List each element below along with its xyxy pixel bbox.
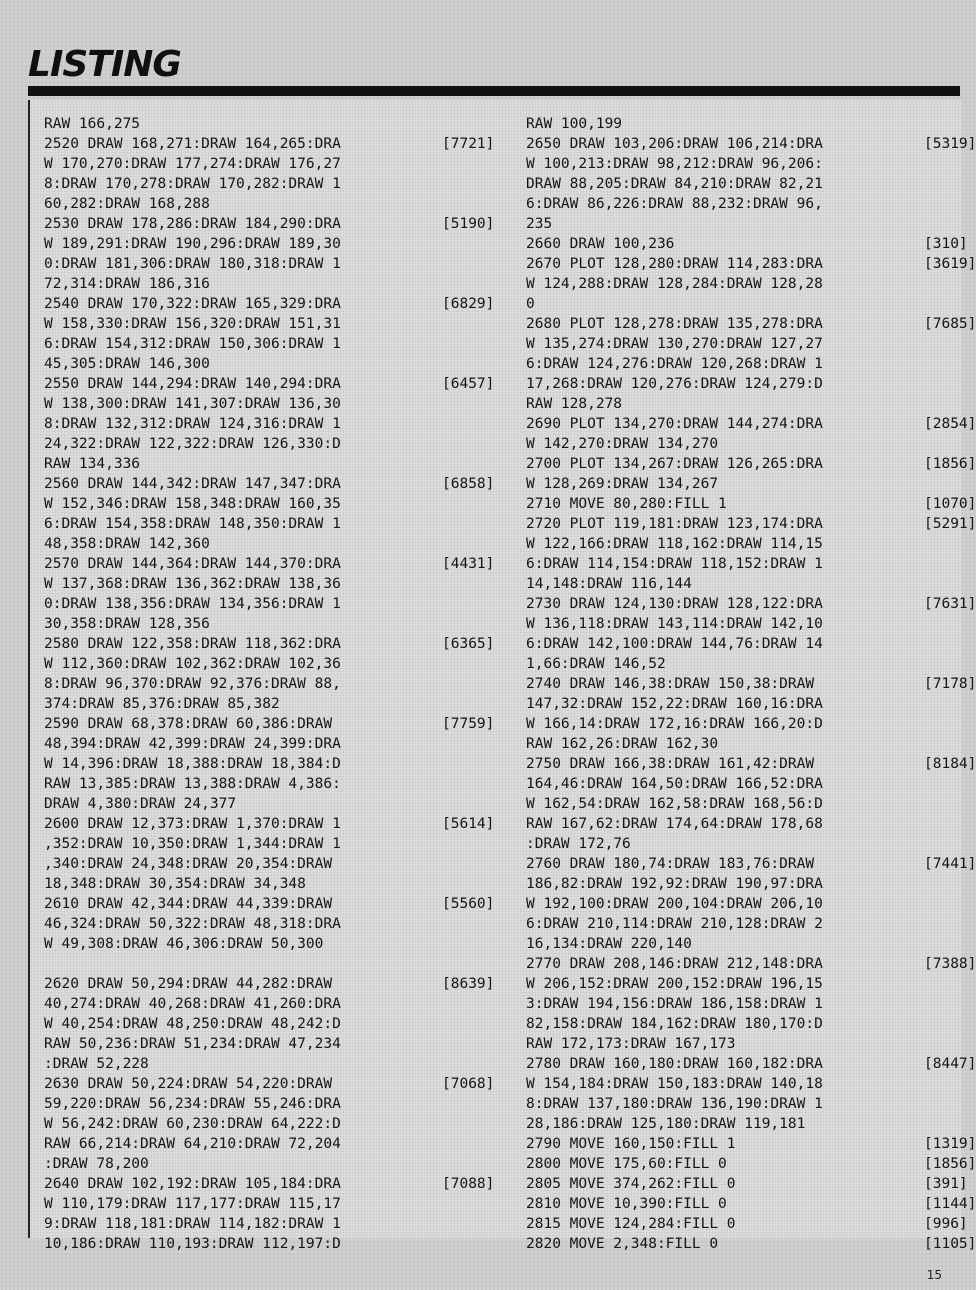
line-checksum: [4431] — [442, 556, 495, 572]
code-text: W 170,270:DRAW 177,274:DRAW 176,27 — [44, 156, 341, 172]
code-text: RAW 134,336 — [44, 456, 141, 472]
code-text: 18,348:DRAW 30,354:DRAW 34,348 — [44, 876, 306, 892]
line-checksum: [5319] — [924, 136, 976, 152]
code-text: 30,358:DRAW 128,356 — [44, 616, 210, 632]
code-line — [44, 474, 495, 494]
code-text: RAW 50,236:DRAW 51,234:DRAW 47,234 — [44, 1036, 341, 1052]
code-text: W 135,274:DRAW 130,270:DRAW 127,27 — [526, 336, 823, 352]
code-text: 6:DRAW 154,312:DRAW 150,306:DRAW 1 — [44, 336, 341, 352]
code-line — [44, 1074, 495, 1094]
code-text: W 49,308:DRAW 46,306:DRAW 50,300 — [44, 936, 324, 952]
code-line — [44, 994, 341, 1014]
code-line — [526, 1034, 823, 1054]
code-text: :DRAW 52,228 — [44, 1056, 149, 1072]
code-text: 8:DRAW 170,278:DRAW 170,282:DRAW 1 — [44, 176, 341, 192]
code-text: 2670 PLOT 128,280:DRAW 114,283:DRA — [526, 256, 823, 272]
code-line — [526, 594, 976, 614]
line-checksum: [1856] — [924, 1156, 976, 1172]
code-line — [526, 754, 976, 774]
code-line — [526, 174, 823, 194]
code-line — [44, 814, 495, 834]
code-line — [526, 574, 823, 594]
code-line — [44, 554, 495, 574]
code-line — [526, 1194, 976, 1214]
code-line — [526, 714, 823, 734]
line-checksum: [2854] — [924, 416, 976, 432]
code-line — [526, 394, 823, 414]
code-line — [526, 414, 976, 434]
code-line — [44, 854, 341, 874]
heading-rule — [28, 86, 960, 96]
code-line — [44, 454, 341, 474]
line-checksum: [7685] — [924, 316, 976, 332]
code-text: 2740 DRAW 146,38:DRAW 150,38:DRAW — [526, 676, 815, 692]
code-text: DRAW 4,380:DRAW 24,377 — [44, 796, 237, 812]
code-line — [44, 574, 341, 594]
code-line — [44, 254, 341, 274]
code-text: 2760 DRAW 180,74:DRAW 183,76:DRAW — [526, 856, 815, 872]
code-line — [44, 154, 341, 174]
code-text: 2680 PLOT 128,278:DRAW 135,278:DRA — [526, 316, 823, 332]
code-text: W 40,254:DRAW 48,250:DRAW 48,242:D — [44, 1016, 341, 1032]
line-checksum: [7068] — [442, 1076, 495, 1092]
code-text: 6:DRAW 154,358:DRAW 148,350:DRAW 1 — [44, 516, 341, 532]
code-text: 40,274:DRAW 40,268:DRAW 41,260:DRA — [44, 996, 341, 1012]
line-checksum: [391] — [924, 1176, 968, 1192]
code-text: 8:DRAW 132,312:DRAW 124,316:DRAW 1 — [44, 416, 341, 432]
code-line — [44, 1034, 341, 1054]
code-line — [526, 434, 823, 454]
code-line — [526, 274, 823, 294]
code-line — [526, 814, 823, 834]
line-checksum: [1070] — [924, 496, 976, 512]
code-line — [526, 294, 823, 314]
code-line — [44, 894, 495, 914]
code-text: 2730 DRAW 124,130:DRAW 128,122:DRA — [526, 596, 823, 612]
code-line — [526, 354, 823, 374]
code-text: 45,305:DRAW 146,300 — [44, 356, 210, 372]
code-text: W 158,330:DRAW 156,320:DRAW 151,31 — [44, 316, 341, 332]
code-line — [526, 214, 823, 234]
code-text: RAW 100,199 — [526, 116, 623, 132]
code-text: RAW 13,385:DRAW 13,388:DRAW 4,386: — [44, 776, 341, 792]
code-line — [526, 994, 823, 1014]
code-line — [44, 1134, 341, 1154]
code-line — [44, 1014, 341, 1034]
code-line — [526, 974, 823, 994]
code-line — [526, 634, 823, 654]
code-text: 28,186:DRAW 125,180:DRAW 119,181 — [526, 1116, 806, 1132]
code-text: W 154,184:DRAW 150,183:DRAW 140,18 — [526, 1076, 823, 1092]
line-checksum: [8184] — [924, 756, 976, 772]
code-line — [526, 1174, 968, 1194]
code-text: 186,82:DRAW 192,92:DRAW 190,97:DRA — [526, 876, 823, 892]
code-line — [526, 1054, 976, 1074]
code-text: 6:DRAW 142,100:DRAW 144,76:DRAW 14 — [526, 636, 823, 652]
code-text: 2690 PLOT 134,270:DRAW 144,274:DRA — [526, 416, 823, 432]
page-heading: LISTING — [28, 44, 181, 85]
code-text: 8:DRAW 96,370:DRAW 92,376:DRAW 88, — [44, 676, 341, 692]
code-text: RAW 172,173:DRAW 167,173 — [526, 1036, 736, 1052]
code-text: 16,134:DRAW 220,140 — [526, 936, 692, 952]
code-text: 6:DRAW 86,226:DRAW 88,232:DRAW 96, — [526, 196, 823, 212]
code-text: RAW 167,62:DRAW 174,64:DRAW 178,68 — [526, 816, 823, 832]
line-checksum: [1319] — [924, 1136, 976, 1152]
code-text: 2650 DRAW 103,206:DRAW 106,214:DRA — [526, 136, 823, 152]
code-line — [526, 794, 823, 814]
code-text: 2660 DRAW 100,236 — [526, 236, 675, 252]
code-line — [44, 274, 341, 294]
code-line — [44, 594, 341, 614]
code-text: 0 — [526, 296, 535, 312]
listing-column-right — [526, 114, 976, 1254]
code-text: 2590 DRAW 68,378:DRAW 60,386:DRAW — [44, 716, 333, 732]
code-text: 24,322:DRAW 122,322:DRAW 126,330:D — [44, 436, 341, 452]
code-text: W 138,300:DRAW 141,307:DRAW 136,30 — [44, 396, 341, 412]
code-line — [44, 634, 495, 654]
code-text: 2560 DRAW 144,342:DRAW 147,347:DRA — [44, 476, 341, 492]
code-text: 2710 MOVE 80,280:FILL 1 — [526, 496, 727, 512]
code-text: 235 — [526, 216, 553, 232]
code-text: 2580 DRAW 122,358:DRAW 118,362:DRA — [44, 636, 341, 652]
code-text: RAW 166,275 — [44, 116, 141, 132]
code-text: 17,268:DRAW 120,276:DRAW 124,279:D — [526, 376, 823, 392]
code-line — [526, 1134, 976, 1154]
code-line — [44, 234, 341, 254]
code-text: 10,186:DRAW 110,193:DRAW 112,197:D — [44, 1236, 341, 1252]
code-text: 82,158:DRAW 184,162:DRAW 180,170:D — [526, 1016, 823, 1032]
code-text: W 152,346:DRAW 158,348:DRAW 160,35 — [44, 496, 341, 512]
code-line — [44, 1194, 341, 1214]
code-line — [526, 854, 976, 874]
code-line — [44, 714, 495, 734]
code-line — [526, 234, 968, 254]
code-text: 0:DRAW 138,356:DRAW 134,356:DRAW 1 — [44, 596, 341, 612]
code-text: 2800 MOVE 175,60:FILL 0 — [526, 1156, 727, 1172]
listing-panel — [28, 100, 976, 1252]
code-text: 14,148:DRAW 116,144 — [526, 576, 692, 592]
code-line — [526, 694, 823, 714]
code-text: 2640 DRAW 102,192:DRAW 105,184:DRA — [44, 1176, 341, 1192]
code-line — [44, 834, 341, 854]
code-text: W 206,152:DRAW 200,152:DRAW 196,15 — [526, 976, 823, 992]
code-line — [526, 1074, 823, 1094]
code-line — [526, 954, 976, 974]
code-text: 2540 DRAW 170,322:DRAW 165,329:DRA — [44, 296, 341, 312]
code-line — [44, 534, 341, 554]
code-text: 2805 MOVE 374,262:FILL 0 — [526, 1176, 736, 1192]
line-checksum: [7721] — [442, 136, 495, 152]
code-text: RAW 128,278 — [526, 396, 623, 412]
line-checksum: [5190] — [442, 216, 495, 232]
code-text: W 166,14:DRAW 172,16:DRAW 166,20:D — [526, 716, 823, 732]
code-text: 2700 PLOT 134,267:DRAW 126,265:DRA — [526, 456, 823, 472]
line-checksum: [310] — [924, 236, 968, 252]
code-text: 6:DRAW 114,154:DRAW 118,152:DRAW 1 — [526, 556, 823, 572]
code-line — [44, 194, 341, 214]
code-text: 2815 MOVE 124,284:FILL 0 — [526, 1216, 736, 1232]
code-line — [526, 194, 823, 214]
code-text: 59,220:DRAW 56,234:DRAW 55,246:DRA — [44, 1096, 341, 1112]
code-text: 9:DRAW 118,181:DRAW 114,182:DRAW 1 — [44, 1216, 341, 1232]
code-line — [526, 834, 823, 854]
code-line — [526, 654, 823, 674]
code-text: W 137,368:DRAW 136,362:DRAW 138,36 — [44, 576, 341, 592]
code-line — [526, 874, 823, 894]
code-line — [526, 314, 976, 334]
line-checksum: [1144] — [924, 1196, 976, 1212]
code-line — [526, 454, 976, 474]
code-line — [526, 494, 976, 514]
code-text: 72,314:DRAW 186,316 — [44, 276, 210, 292]
code-line — [526, 1114, 823, 1134]
code-text: 3:DRAW 194,156:DRAW 186,158:DRAW 1 — [526, 996, 823, 1012]
line-checksum: [6457] — [442, 376, 495, 392]
line-checksum: [5291] — [924, 516, 976, 532]
code-text: 2770 DRAW 208,146:DRAW 212,148:DRA — [526, 956, 823, 972]
line-checksum: [3619] — [924, 256, 976, 272]
code-text: 147,32:DRAW 152,22:DRAW 160,16:DRA — [526, 696, 823, 712]
code-line — [526, 534, 823, 554]
code-line — [526, 894, 823, 914]
line-checksum: [1105] — [924, 1236, 976, 1252]
code-line — [44, 354, 341, 374]
code-text: 2570 DRAW 144,364:DRAW 144,370:DRA — [44, 556, 341, 572]
code-line — [44, 754, 341, 774]
code-line — [44, 674, 341, 694]
code-text: W 162,54:DRAW 162,58:DRAW 168,56:D — [526, 796, 823, 812]
code-text: 374:DRAW 85,376:DRAW 85,382 — [44, 696, 280, 712]
code-text: W 122,166:DRAW 118,162:DRAW 114,15 — [526, 536, 823, 552]
code-line — [44, 434, 341, 454]
line-checksum: [7631] — [924, 596, 976, 612]
code-text: 1,66:DRAW 146,52 — [526, 656, 666, 672]
code-line — [526, 114, 823, 134]
code-line — [44, 694, 341, 714]
code-text: W 124,288:DRAW 128,284:DRAW 128,28 — [526, 276, 823, 292]
code-text: 2790 MOVE 160,150:FILL 1 — [526, 1136, 736, 1152]
code-text: 48,394:DRAW 42,399:DRAW 24,399:DRA — [44, 736, 341, 752]
code-text: W 142,270:DRAW 134,270 — [526, 436, 719, 452]
code-text: 6:DRAW 210,114:DRAW 210,128:DRAW 2 — [526, 916, 823, 932]
code-line — [44, 614, 341, 634]
code-text: 2620 DRAW 50,294:DRAW 44,282:DRAW — [44, 976, 333, 992]
code-text: W 189,291:DRAW 190,296:DRAW 189,30 — [44, 236, 341, 252]
line-checksum: [6858] — [442, 476, 495, 492]
code-text: 164,46:DRAW 164,50:DRAW 166,52:DRA — [526, 776, 823, 792]
code-text: 6:DRAW 124,276:DRAW 120,268:DRAW 1 — [526, 356, 823, 372]
code-line — [526, 934, 823, 954]
code-text: 2780 DRAW 160,180:DRAW 160,182:DRA — [526, 1056, 823, 1072]
code-line — [44, 654, 341, 674]
code-line — [44, 314, 341, 334]
line-checksum: [1856] — [924, 456, 976, 472]
page-number: 15 — [926, 1268, 942, 1282]
code-text: W 128,269:DRAW 134,267 — [526, 476, 719, 492]
line-checksum: [7178] — [924, 676, 976, 692]
code-text: 2610 DRAW 42,344:DRAW 44,339:DRAW — [44, 896, 333, 912]
code-line — [44, 134, 495, 154]
code-line — [44, 974, 495, 994]
code-text: 2550 DRAW 144,294:DRAW 140,294:DRA — [44, 376, 341, 392]
code-text: ,352:DRAW 10,350:DRAW 1,344:DRAW 1 — [44, 836, 341, 852]
code-line — [44, 1114, 341, 1134]
code-text: 60,282:DRAW 168,288 — [44, 196, 210, 212]
code-text: W 100,213:DRAW 98,212:DRAW 96,206: — [526, 156, 823, 172]
code-text: RAW 162,26:DRAW 162,30 — [526, 736, 719, 752]
code-line — [526, 774, 823, 794]
code-line — [44, 414, 341, 434]
code-line — [44, 914, 341, 934]
code-text: W 14,396:DRAW 18,388:DRAW 18,384:D — [44, 756, 341, 772]
line-checksum: [8447] — [924, 1056, 976, 1072]
code-line — [44, 794, 341, 814]
code-line — [44, 1154, 341, 1174]
code-text: W 110,179:DRAW 117,177:DRAW 115,17 — [44, 1196, 341, 1212]
code-line — [44, 1214, 341, 1234]
code-text: 2820 MOVE 2,348:FILL 0 — [526, 1236, 719, 1252]
code-text: 48,358:DRAW 142,360 — [44, 536, 210, 552]
line-checksum: [996] — [924, 1216, 968, 1232]
code-line — [44, 494, 341, 514]
code-line — [44, 874, 341, 894]
code-text: 2630 DRAW 50,224:DRAW 54,220:DRAW — [44, 1076, 333, 1092]
line-checksum: [7759] — [442, 716, 495, 732]
code-text: 2720 PLOT 119,181:DRAW 123,174:DRA — [526, 516, 823, 532]
code-text: 0:DRAW 181,306:DRAW 180,318:DRAW 1 — [44, 256, 341, 272]
code-line — [44, 774, 341, 794]
line-checksum: [6829] — [442, 296, 495, 312]
code-text: :DRAW 172,76 — [526, 836, 631, 852]
line-checksum: [7388] — [924, 956, 976, 972]
code-text: 46,324:DRAW 50,322:DRAW 48,318:DRA — [44, 916, 341, 932]
code-line — [526, 1094, 823, 1114]
code-line — [44, 334, 341, 354]
line-checksum: [8639] — [442, 976, 495, 992]
code-text: 2750 DRAW 166,38:DRAW 161,42:DRAW — [526, 756, 815, 772]
code-line — [44, 734, 341, 754]
code-text: 2600 DRAW 12,373:DRAW 1,370:DRAW 1 — [44, 816, 341, 832]
code-line — [526, 334, 823, 354]
code-line — [44, 294, 495, 314]
code-line — [44, 1234, 341, 1254]
line-checksum: [5614] — [442, 816, 495, 832]
code-line — [526, 254, 976, 274]
code-text: RAW 66,214:DRAW 64,210:DRAW 72,204 — [44, 1136, 341, 1152]
code-line — [44, 1174, 495, 1194]
code-text: W 192,100:DRAW 200,104:DRAW 206,10 — [526, 896, 823, 912]
code-line — [44, 1054, 341, 1074]
code-text: :DRAW 78,200 — [44, 1156, 149, 1172]
code-line — [44, 394, 341, 414]
code-line — [44, 374, 495, 394]
code-line — [526, 514, 976, 534]
code-line — [44, 1094, 341, 1114]
code-line — [44, 514, 341, 534]
line-checksum: [5560] — [442, 896, 495, 912]
code-text: W 56,242:DRAW 60,230:DRAW 64,222:D — [44, 1116, 341, 1132]
code-line — [526, 674, 976, 694]
code-line — [526, 474, 823, 494]
code-line — [526, 554, 823, 574]
code-text: 8:DRAW 137,180:DRAW 136,190:DRAW 1 — [526, 1096, 823, 1112]
code-text: 2810 MOVE 10,390:FILL 0 — [526, 1196, 727, 1212]
code-text: DRAW 88,205:DRAW 84,210:DRAW 82,21 — [526, 176, 823, 192]
code-line — [526, 1154, 976, 1174]
code-text: ,340:DRAW 24,348:DRAW 20,354:DRAW — [44, 856, 333, 872]
code-text: W 136,118:DRAW 143,114:DRAW 142,10 — [526, 616, 823, 632]
code-line — [44, 954, 341, 974]
code-line — [44, 174, 341, 194]
code-line — [526, 734, 823, 754]
code-line — [44, 934, 341, 954]
code-line — [526, 1014, 823, 1034]
code-line — [44, 114, 341, 134]
code-line — [526, 1214, 968, 1234]
code-text: 2520 DRAW 168,271:DRAW 164,265:DRA — [44, 136, 341, 152]
listing-column-left — [44, 114, 495, 1254]
line-checksum: [7088] — [442, 1176, 495, 1192]
code-line — [526, 614, 823, 634]
line-checksum: [6365] — [442, 636, 495, 652]
code-line — [526, 374, 823, 394]
code-line — [526, 914, 823, 934]
code-text: 2530 DRAW 178,286:DRAW 184,290:DRA — [44, 216, 341, 232]
code-line — [526, 154, 823, 174]
code-line — [44, 214, 495, 234]
code-line — [526, 134, 976, 154]
code-text: W 112,360:DRAW 102,362:DRAW 102,36 — [44, 656, 341, 672]
line-checksum: [7441] — [924, 856, 976, 872]
code-line — [526, 1234, 976, 1254]
